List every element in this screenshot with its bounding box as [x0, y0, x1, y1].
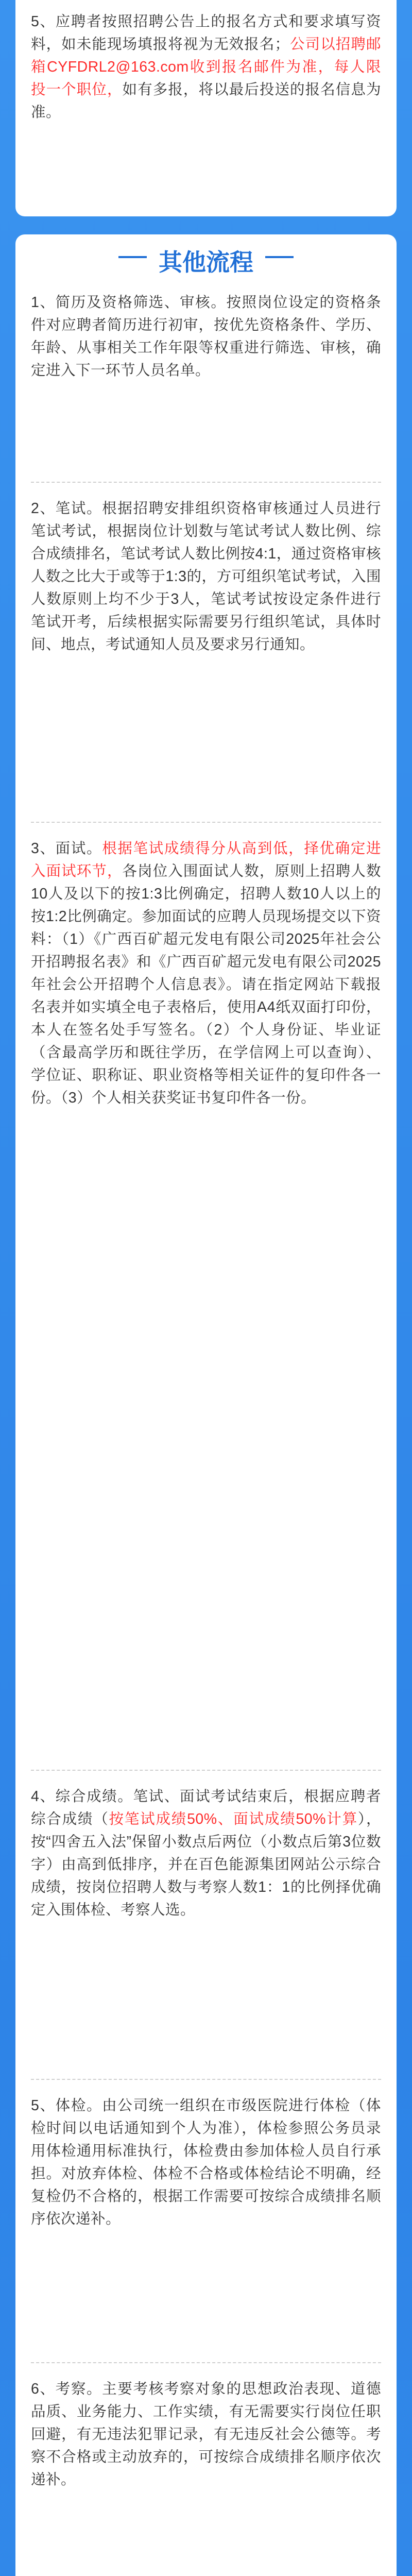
process-item-6: 6、考察。主要考核考察对象的思想政治表现、道德品质、业务能力、工作实绩，有无需要实行岗位任职回避，有无违法犯罪记录，有无违反社会公德等。考察不合格或主动放弃的，可按综合成绩排名顺序依次递补。 — [31, 2381, 381, 2488]
process-item-3-highlight: 根据笔试成绩得分从高到低，择优确定进入面试环节， — [31, 840, 381, 879]
item-5-paragraph — [31, 10, 381, 124]
process-item-3-text-end: 各岗位入围面试人数，原则上招聘人数10人及以下的按1:3比例确定，招聘人数10人以上的按1:2比例确定。参加面试的应聘人员现场提交以下资料：（1）《广西百矿超元发电有限公司2025年社会公开招聘报名表》和《广西百矿超元发电有限公司2025年社会公开招聘个人信息表》。请在指定网站下载报名表并如实填全电子表格后，使用A4纸双面打印份，本人在签名处手写签名。（2）个人身份证、毕业证（含最高学历和既往学历，在学信网上可以查询）、学位证、职称证、职业资格等相关证件的复印件各一份。（3）个人相关获奖证书复印件各一份。 — [31, 863, 381, 1106]
process-item-3 — [31, 837, 381, 1109]
process-item-4 — [31, 1785, 381, 1921]
process-item-2: 2、笔试。根据招聘安排组织资格审核通过人员进行笔试考试，根据岗位计划数与笔试考试人数比例、综合成绩排名，笔试考试人数比例按4:1，通过资格审核人数之比大于或等于1:3的，方可组织笔试考试，入围人数原则上均不少于3人，笔试考试按设定条件进行笔试开考，后续根据实际需要另行组织笔试，具体时间、地点，考试通知人员及要求另行通知。 — [31, 500, 381, 653]
recruitment-method-panel — [15, 0, 397, 216]
process-item-1: 1、简历及资格筛选、审核。按照岗位设定的资格条件对应聘者简历进行初审，按优先资格条件、学历、年龄、从事相关工作年限等权重进行筛选、审核，确定进入下一环节人员名单。 — [31, 294, 381, 379]
item-5-highlight: 公司以招聘邮箱CYFDRL2@163.com收到报名邮件为准，每人限投一个职位， — [31, 36, 381, 98]
divider — [31, 2079, 381, 2080]
divider — [31, 1770, 381, 1771]
item-5-text-end: 如有多报，将以最后投送的报名信息为准。 — [31, 81, 381, 121]
process-item-4-text: 4、综合成绩。笔试、面试考试结束后，根据应聘者综合成绩（ — [31, 1788, 381, 1827]
other-process-panel — [15, 234, 397, 2576]
divider — [31, 482, 381, 483]
divider — [31, 2362, 381, 2363]
divider — [31, 822, 381, 823]
item-5-text: 5、应聘者按照招聘公告上的报名方式和要求填写资料，如未能现场填报将视为无效报名； — [31, 13, 381, 53]
process-item-5: 5、体检。由公司统一组织在市级医院进行体检（体检时间以电话通知到个人为准），体检参照公务员录用体检通用标准执行，体检费由参加体检人员自行承担。对放弃体检、体检不合格或体检结论不明确，经复检仍不合格的，根据工作需要可按综合成绩排名顺序依次递补。 — [31, 2097, 381, 2227]
process-item-4-highlight: 按笔试成绩50%、面试成绩50%计算 — [109, 1811, 358, 1827]
process-item-3-text: 3、面试。 — [31, 840, 102, 857]
title-right-bar — [265, 256, 294, 258]
process-item-4-text-end: ），按“四舍五入法”保留小数点后两位（小数点后第3位数字）由高到低排序，并在百色能源集团网站公示综合成绩，按岗位招聘人数与考察人数1：1的比例择优确定入围体检、考察人选。 — [31, 1811, 381, 1918]
section-title-other-process: 其他流程 — [159, 249, 253, 276]
